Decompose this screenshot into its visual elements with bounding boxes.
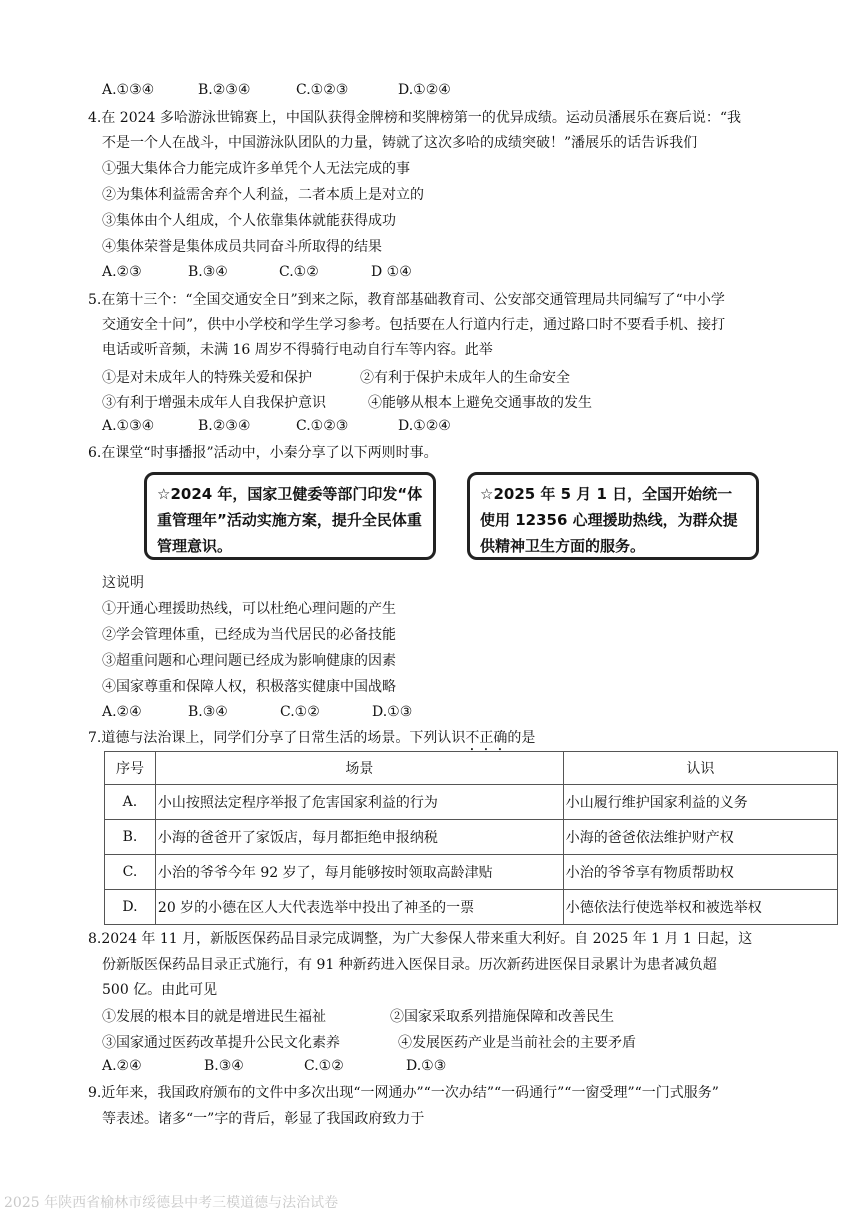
q4-option-b: B.③④ [188, 264, 228, 280]
q5-option-b: B.②③④ [198, 418, 251, 434]
q6-item-1: ①开通心理援助热线，可以杜绝心理问题的产生 [102, 601, 396, 617]
q8-option-c: C.①② [304, 1058, 344, 1074]
q5-item-4: ④能够从根本上避免交通事故的发生 [368, 395, 592, 411]
row-scene: 小山按照法定程序举报了危害国家利益的行为 [155, 785, 563, 820]
q5-options [102, 418, 451, 434]
row-index: D. [105, 890, 156, 925]
q8-stem-line2: 份新版医保药品目录正式施行，有 91 种新药进入医保目录。历次新药进医保目录累计为患者减负超 [102, 957, 717, 973]
q5-option-a: A.①③④ [102, 418, 155, 434]
exam-footer-title: 2025 年陕西省榆林市绥德县中考三模道德与法治试卷 [4, 1195, 339, 1211]
q6-news-box-right: ☆2025 年 5 月 1 日，全国开始统一使用 12356 心理援助热线，为群众提供精神卫生方面的服务。 [467, 472, 759, 560]
q5-item-2: ②有利于保护未成年人的生命安全 [360, 370, 570, 386]
q5-stem-line1: 5.在第十三个：“全国交通安全日”到来之际，教育部基础教育司、公安部交通管理局共同编写了“中小学 [88, 292, 725, 308]
q4-stem-line1: 4.在 2024 多哈游泳世锦赛上，中国队获得金牌榜和奖牌榜第一的优异成绩。运动员潘展乐在赛后说：“我 [88, 110, 742, 126]
header-index: 序号 [105, 752, 156, 785]
q8-item-4: ④发展医药产业是当前社会的主要矛盾 [398, 1035, 636, 1051]
header-understanding: 认识 [563, 752, 837, 785]
q8-item-2: ②国家采取系列措施保障和改善民生 [390, 1009, 614, 1025]
header-scene: 场景 [155, 752, 563, 785]
q6-lead: 这说明 [102, 575, 144, 591]
table-row [105, 785, 838, 820]
q3-option-a: A.①③④ [102, 82, 155, 98]
q3-option-c: C.①②③ [296, 82, 349, 98]
q6-news-box-left: ☆2024 年，国家卫健委等部门印发“体重管理年”活动实施方案，提升全民体重管理意识。 [144, 472, 436, 560]
row-index: A. [105, 785, 156, 820]
q8-stem-line3: 500 亿。由此可见 [102, 982, 218, 998]
q6-item-4: ④国家尊重和保障人权，积极落实健康中国战略 [102, 679, 396, 695]
q5-stem-line2: 交通安全十问”，供中小学校和学生学习参考。包括要在人行道内行走，通过路口时不要看手机、接打 [102, 317, 726, 333]
row-understanding: 小德依法行使选举权和被选举权 [563, 890, 837, 925]
q8-option-d: D.①③ [406, 1058, 447, 1074]
q4-stem-line2: 不是一个人在战斗，中国游泳队团队的力量，铸就了这次多哈的成绩突破！”潘展乐的话告诉我们 [102, 135, 698, 151]
q4-item-3: ③集体由个人组成，个人依靠集体就能获得成功 [102, 213, 396, 229]
table-header-row [105, 752, 838, 785]
q8-items-row2 [102, 1032, 636, 1052]
q5-items-row1 [102, 367, 570, 387]
q4-item-1: ①强大集体合力能完成许多单凭个人无法完成的事 [102, 161, 410, 177]
q7-stem-after: 的是 [507, 730, 536, 746]
q8-item-3: ③国家通过医药改革提升公民文化素养 [102, 1035, 340, 1051]
q4-option-d: D ①④ [371, 264, 412, 280]
row-index: C. [105, 855, 156, 890]
q4-option-a: A.②③ [102, 264, 142, 280]
q8-item-1: ①发展的根本目的就是增进民生福祉 [102, 1009, 326, 1025]
q7-table [104, 751, 838, 925]
q6-option-b: B.③④ [188, 704, 228, 720]
row-scene: 小治的爷爷今年 92 岁了，每月能够按时领取高龄津贴 [155, 855, 563, 890]
q6-option-a: A.②④ [102, 704, 142, 720]
row-scene: 小海的爸爸开了家饭店，每月都拒绝申报纳税 [155, 820, 563, 855]
q6-item-2: ②学会管理体重，已经成为当代居民的必备技能 [102, 627, 396, 643]
q5-items-row2 [102, 392, 592, 412]
q8-options [102, 1058, 446, 1074]
q9-stem-line2: 等表述。诸多“一”字的背后，彰显了我国政府致力于 [102, 1111, 425, 1127]
q9-stem-line1: 9.近年来，我国政府颁布的文件中多次出现“一网通办”“一次办结”“一码通行”“一窗受理”“一门式服务” [88, 1085, 719, 1101]
q6-option-d: D.①③ [372, 704, 413, 720]
q3-option-d: D.①②④ [398, 82, 451, 98]
q6-stem: 6.在课堂“时事播报”活动中，小秦分享了以下两则时事。 [88, 445, 438, 461]
q5-item-1: ①是对未成年人的特殊关爱和保护 [102, 370, 312, 386]
q5-item-3: ③有利于增强未成年人自我保护意识 [102, 395, 326, 411]
q5-stem-line3: 电话或听音频，未满 16 周岁不得骑行电动自行车等内容。此举 [102, 342, 493, 358]
q8-option-a: A.②④ [102, 1058, 142, 1074]
q4-option-c: C.①② [279, 264, 319, 280]
q3-option-b: B.②③④ [198, 82, 251, 98]
row-understanding: 小治的爷爷享有物质帮助权 [563, 855, 837, 890]
table-row [105, 855, 838, 890]
q8-option-b: B.③④ [204, 1058, 244, 1074]
row-understanding: 小海的爸爸依法维护财产权 [563, 820, 837, 855]
q3-options [102, 82, 451, 98]
q4-item-4: ④集体荣誉是集体成员共同奋斗所取得的结果 [102, 239, 382, 255]
q4-options [102, 264, 412, 280]
q5-option-d: D.①②④ [398, 418, 451, 434]
table-row [105, 890, 838, 925]
q8-items-row1 [102, 1006, 614, 1026]
table-row [105, 820, 838, 855]
row-scene: 20 岁的小德在区人大代表选举中投出了神圣的一票 [155, 890, 563, 925]
row-index: B. [105, 820, 156, 855]
q8-stem-line1: 8.2024 年 11 月，新版医保药品目录完成调整，为广大参保人带来重大利好。自 2025 年 1 月 1 日起，这 [88, 931, 753, 947]
q5-option-c: C.①②③ [296, 418, 349, 434]
q4-item-2: ②为集体利益需舍弃个人利益，二者本质上是对立的 [102, 187, 424, 203]
q6-item-3: ③超重问题和心理问题已经成为影响健康的因素 [102, 653, 396, 669]
q6-option-c: C.①② [280, 704, 320, 720]
q6-options [102, 704, 412, 720]
q7-stem-before: 7.道德与法治课上，同学们分享了日常生活的场景。下列认识 [88, 730, 466, 746]
row-understanding: 小山履行维护国家利益的义务 [563, 785, 837, 820]
q7-stem-emphasis: 不正确 [465, 730, 508, 746]
